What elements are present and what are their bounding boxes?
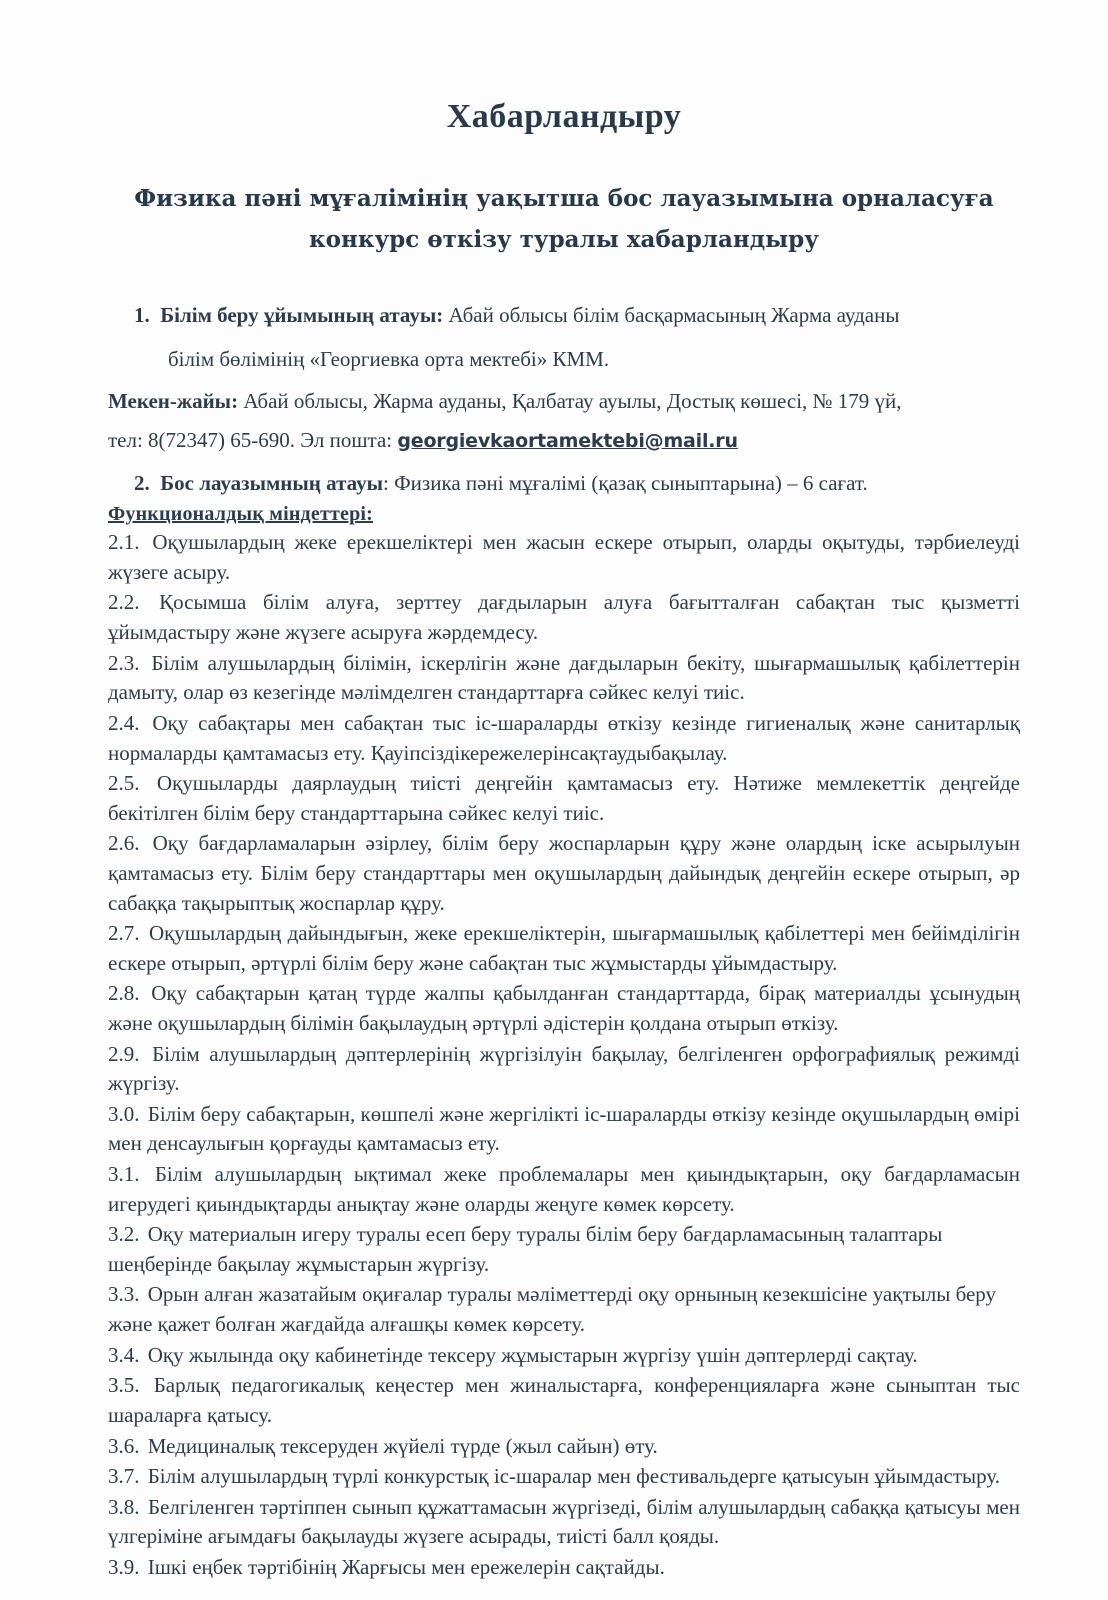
clause-text: Оқушылардың дайындығын, жеке ерекшеліктерін, шығармашылық қабілеттері мен бейімділігін ескере отырып, әртүрлі білім беру және сабақтан тыс жұмыстарды ұйымдастыру. [108, 921, 1020, 975]
section-1-label: Білім беру ұйымының атауы: [160, 302, 444, 327]
clause-text: Білім беру сабақтарын, көшпелі және жергілікті іс-шараларды өткізу кезінде оқушылардың өмірі мен денсаулығын қорғауды қамтамасыз ету. [108, 1101, 1020, 1156]
clause-item [108, 528, 1020, 587]
clause-text: Оқушыларды даярлаудың тиісті деңгейін қамтамасыз ету. Нәтиже мемлекеттік деңгейде бекітілген білім беру стандарттарына сәйкес келуі тиіс. [108, 771, 1020, 825]
section-1-number: 1. [134, 302, 150, 327]
clause-number: 2.7. [108, 921, 140, 946]
clause-text: Оқу сабақтары мен сабақтан тыс іс-шараларды өткізу кезінде гигиеналық және санитарлық нормаларды қамтамасыз ету. Қауіпсіздікережелерінсақтаудыбақылау. [108, 710, 1020, 765]
clause-item [108, 1432, 1020, 1462]
clause-item [108, 1371, 1020, 1430]
clause-item [108, 649, 1020, 708]
clause-number: 2.8. [108, 981, 140, 1006]
clause-number: 2.4. [108, 710, 140, 735]
clause-number: 2.3. [108, 650, 140, 675]
email-link[interactable]: georgievkaortamektebi@mail.ru [397, 429, 738, 452]
clause-number: 3.2. [108, 1222, 140, 1247]
clause-item [108, 1220, 1020, 1279]
clause-number: 2.6. [108, 831, 140, 856]
section-2-number: 2. [134, 470, 150, 495]
document-subtitle: Физика пәні мұғалімінің уақытша бос лауазымына орналасуға конкурс өткізу туралы хабарландыру [134, 185, 994, 253]
clause-text: Оқу бағдарламаларын әзірлеу, білім беру жоспарларын құру және олардың іске асырылуын қамтамасыз ету. Білім беру стандарттары мен оқушылардың дайындық деңгейін ескере отырып, әр сабаққа тақырыптық жоспарлар құру. [108, 831, 1020, 915]
clause-item [108, 769, 1020, 828]
clause-number: 3.5. [108, 1373, 140, 1398]
clause-text: Оқу жылында оқу кабинетінде тексеру жұмыстарын жүргізу үшін дәптерлерді сақтау. [142, 1342, 918, 1367]
section-1-line-2: білім бөлімінің «Георгиевка орта мектебі» КММ. [168, 347, 610, 372]
clause-text: Білім алушылардың дәптерлерінің жүргізілуін бақылау, белгіленген орфографиялық режимді жүргізу. [108, 1041, 1020, 1096]
phone-text: тел: 8(72347) 65-690. Эл пошта: [108, 427, 393, 452]
address-value: Абай облысы, Жарма ауданы, Қалбатау ауылы, Достық көшесі, № 179 үй, [243, 389, 902, 414]
address-label: Мекен-жайы: [108, 389, 239, 414]
section-1-line-1 [108, 302, 1020, 328]
contact-line [108, 427, 1020, 454]
clause-text: Қосымша білім алуға, зерттеу дағдыларын алуға бағытталған сабақтан тыс қызметті ұйымдастыру және жүзеге асыруға жәрдемдесу. [108, 590, 1020, 645]
section-2-value: : Физика пәні мұғалімі (қазақ сыныптарына) – 6 сағат. [383, 470, 868, 495]
clause-item [108, 1341, 1020, 1371]
clause-text: Оқушылардың жеке ерекшеліктері мен жасын ескере отырып, оларды оқытуды, тәрбиелеуді жүзеге асыру. [108, 530, 1020, 584]
clause-number: 2.2. [108, 590, 140, 615]
clause-text: Оқу сабақтарын қатаң түрде жалпы қабылданған стандарттарда, бірақ материалды ұсынудың және оқушылардың білімін бақылаудың әртүрлі әдістерін қолдана отырып өткізу. [108, 981, 1020, 1035]
clause-text: Ішкі еңбек тәртібінің Жарғысы мен ережелерін сақтайды. [142, 1554, 665, 1579]
clause-item [108, 1493, 1020, 1552]
clause-item [108, 1553, 1020, 1583]
section-1 [108, 302, 1020, 454]
clause-number: 2.5. [108, 771, 140, 796]
clause-number: 3.4. [108, 1342, 140, 1367]
clause-item [108, 1040, 1020, 1099]
clause-text: Білім алушылардың түрлі конкурстық іс-шаралар мен фестивальдерге қатысуын ұйымдастыру. [142, 1464, 1000, 1489]
clause-item [108, 1100, 1020, 1159]
section-2-label: Бос лауазымның атауы [160, 470, 383, 495]
clause-item [108, 588, 1020, 647]
clause-number: 3.0. [108, 1101, 140, 1126]
clause-number: 3.9. [108, 1554, 140, 1579]
clause-item [108, 1160, 1020, 1219]
clause-number: 2.1. [108, 530, 140, 555]
clause-item [108, 919, 1020, 978]
clause-text: Орын алған жазатайым оқиғалар туралы мәліметтерді оқу орнының кезекшісіне уақтылы беру және қажет болған жағдайда алғашқы көмек көрсету. [108, 1282, 997, 1337]
clause-number: 3.7. [108, 1464, 140, 1489]
section-2 [108, 470, 1020, 496]
clause-text: Барлық педагогикалық кеңестер мен жиналыстарға, конференцияларға және сыныптан тыс шараларға қатысу. [108, 1373, 1020, 1427]
clause-item [108, 979, 1020, 1038]
address-line [108, 388, 1020, 415]
clause-text: Медициналық тексеруден жүйелі түрде (жыл сайын) өту. [142, 1433, 658, 1458]
clause-text: Оқу материалын игеру туралы есеп беру туралы білім беру бағдарламасының талаптары шеңберінде бақылау жұмыстарын жүргізу. [108, 1222, 943, 1276]
clause-item [108, 709, 1020, 768]
clause-item [108, 1280, 1020, 1339]
clause-number: 3.3. [108, 1282, 140, 1307]
functional-duties-heading: Функционалдық міндеттері: [108, 503, 374, 526]
clause-list [108, 528, 1020, 1582]
clause-text: Белгіленген тәртіппен сынып құжаттамасын жүргізеді, білім алушылардың сабаққа қатысуы мен үлгеріміне ағымдағы бақылауды жүзеге асырады, тиісті балл қояды. [108, 1494, 1020, 1549]
clause-item [108, 1462, 1020, 1492]
clause-text: Білім алушылардың білімін, іскерлігін және дағдыларын бекіту, шығармашылық қабілеттерін дамыту, олар өз кезегінде мәлімделген стандарттарға сәйкес келуі тиіс. [108, 650, 1020, 705]
clause-item [108, 829, 1020, 918]
clause-number: 3.8. [108, 1494, 140, 1519]
document-body [108, 0, 1020, 1584]
clause-number: 3.6. [108, 1433, 140, 1458]
page-title: Хабарландыру [446, 98, 682, 135]
clause-text: Білім алушылардың ықтимал жеке проблемалары мен қиындықтарын, оқу бағдарламасын игерудегі қиындықтарды анықтау және оларды жеңуге көмек көрсету. [108, 1162, 1020, 1216]
clause-number: 2.9. [108, 1041, 140, 1066]
clause-number: 3.1. [108, 1162, 140, 1187]
section-1-value-line-1: Абай облысы білім басқармасының Жарма ауданы [448, 302, 900, 327]
